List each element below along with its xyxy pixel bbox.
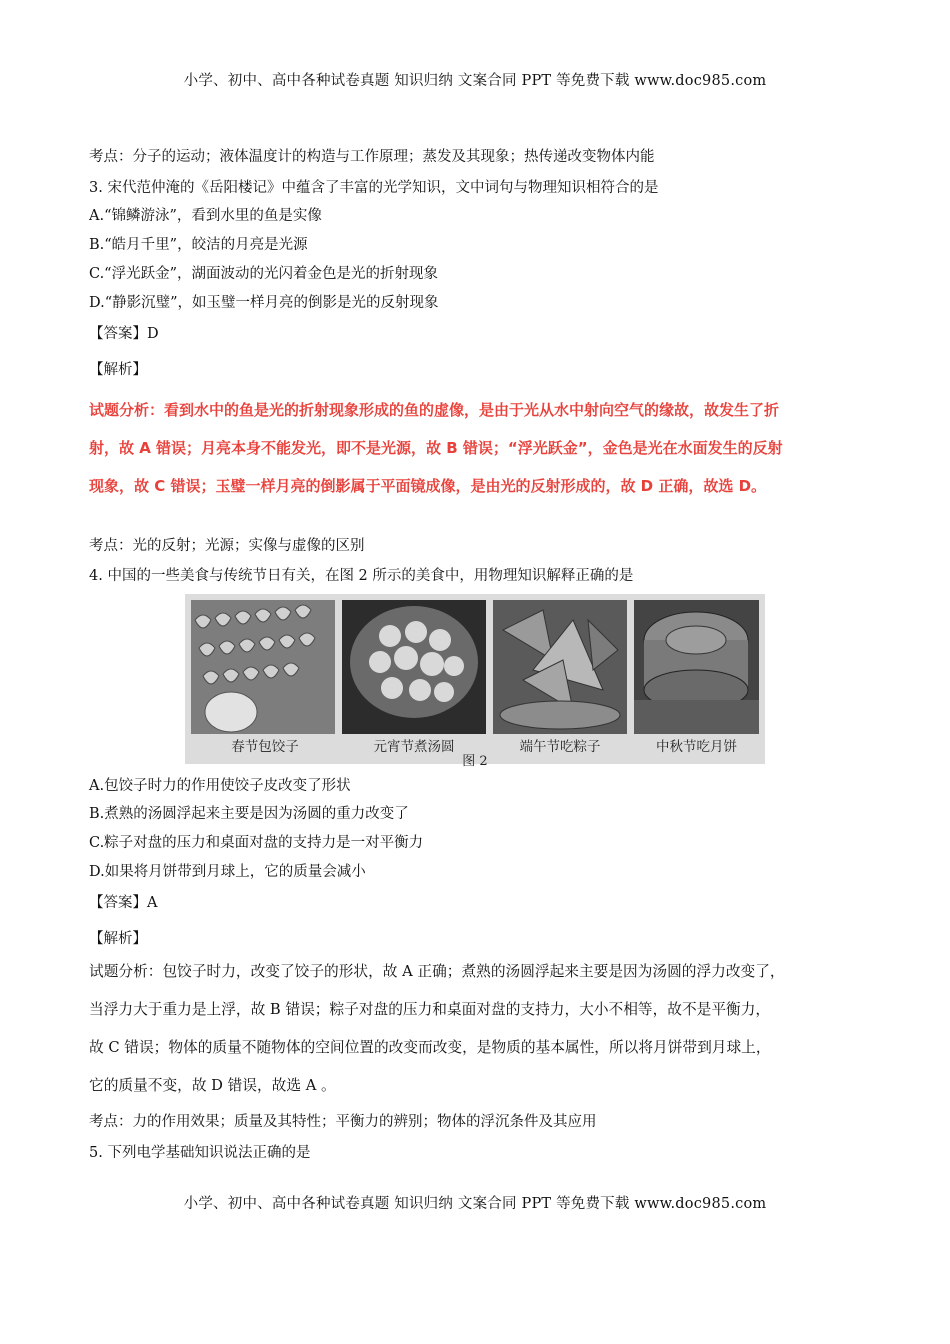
dumplings-illustration: [191, 600, 335, 734]
zongzi-photo: [493, 600, 627, 734]
caption-dumplings: 春节包饺子: [231, 739, 299, 755]
q3-option-d: D.“静影沉璧”，如玉璧一样月亮的倒影是光的反射现象: [89, 295, 439, 311]
dumplings-photo: [191, 600, 335, 734]
q4-analysis-line-3: 故 C 错误；物体的质量不随物体的空间位置的改变而改变，是物质的基本属性，所以将月饼带到月球上，: [89, 1039, 771, 1056]
figure-label: 图 2: [462, 754, 488, 769]
q3-kaodian: 考点：光的反射；光源；实像与虚像的区别: [89, 538, 365, 554]
q3-jiexi-label: 【解析】: [89, 362, 147, 378]
q5-stem: 5. 下列电学基础知识说法正确的是: [89, 1145, 311, 1161]
q2-kaodian: 考点：分子的运动；液体温度计的构造与工作原理；蒸发及其现象；热传递改变物体内能: [89, 149, 655, 165]
q4-analysis-line-1: 试题分析：包饺子时力，改变了饺子的形状，故 A 正确；煮熟的汤圆浮起来主要是因为汤圆的浮力改变了，: [89, 963, 785, 980]
caption-zongzi: 端午节吃粽子: [519, 739, 601, 755]
q3-answer: 【答案】D: [89, 326, 159, 342]
mooncake-illustration: [634, 600, 759, 734]
q3-analysis-line-3: 现象，故 C 错误；玉璧一样月亮的倒影属于平面镜成像，是由光的反射形成的，故 D 正确，故选 D。: [89, 477, 767, 495]
q4-analysis-line-4: 它的质量不变，故 D 错误，故选 A 。: [89, 1077, 336, 1094]
q3-option-a: A.“锦鳞游泳”，看到水里的鱼是实像: [89, 208, 322, 224]
q4-option-c: C.粽子对盘的压力和桌面对盘的支持力是一对平衡力: [89, 835, 424, 851]
zongzi-illustration: [493, 600, 627, 734]
q4-option-b: B.煮熟的汤圆浮起来主要是因为汤圆的重力改变了: [89, 806, 409, 822]
q3-analysis-line-2: 射，故 A 错误；月亮本身不能发光，即不是光源，故 B 错误；“浮光跃金”，金色是光在水面发生的反射: [89, 439, 783, 457]
q3-option-b: B.“皓月千里”，皎洁的月亮是光源: [89, 237, 308, 253]
q4-analysis-line-2: 当浮力大于重力是上浮，故 B 错误；粽子对盘的压力和桌面对盘的支持力，大小不相等，故不是平衡力，: [89, 1001, 771, 1018]
q3-analysis-line-1: 试题分析：看到水中的鱼是光的折射现象形成的鱼的虚像，是由于光从水中射向空气的缘故，故发生了折: [89, 401, 780, 419]
q4-stem: 4. 中国的一些美食与传统节日有关，在图 2 所示的美食中，用物理知识解释正确的是: [89, 568, 634, 584]
q3-option-c: C.“浮光跃金”，湖面波动的光闪着金色是光的折射现象: [89, 266, 439, 282]
tangyuan-illustration: [342, 600, 486, 734]
caption-mooncake: 中秋节吃月饼: [656, 739, 737, 755]
tangyuan-photo: [342, 600, 486, 734]
q4-answer: 【答案】A: [89, 895, 158, 911]
figure-2-food-photos: [185, 594, 765, 769]
q4-option-d: D.如果将月饼带到月球上，它的质量会减小: [89, 864, 366, 880]
q4-option-a: A.包饺子时力的作用使饺子皮改变了形状: [89, 778, 351, 794]
page-header: 小学、初中、高中各种试卷真题 知识归纳 文案合同 PPT 等免费下载 www.doc985.com: [183, 73, 767, 89]
caption-tangyuan: 元宵节煮汤圆: [373, 739, 455, 755]
page-footer: 小学、初中、高中各种试卷真题 知识归纳 文案合同 PPT 等免费下载 www.doc985.com: [183, 1196, 767, 1212]
q3-stem: 3. 宋代范仲淹的《岳阳楼记》中蕴含了丰富的光学知识，文中词句与物理知识相符合的是: [89, 180, 659, 196]
mooncake-photo: [634, 600, 759, 734]
q4-kaodian: 考点：力的作用效果；质量及其特性；平衡力的辨别；物体的浮沉条件及其应用: [89, 1114, 597, 1130]
q4-jiexi-label: 【解析】: [89, 931, 147, 947]
